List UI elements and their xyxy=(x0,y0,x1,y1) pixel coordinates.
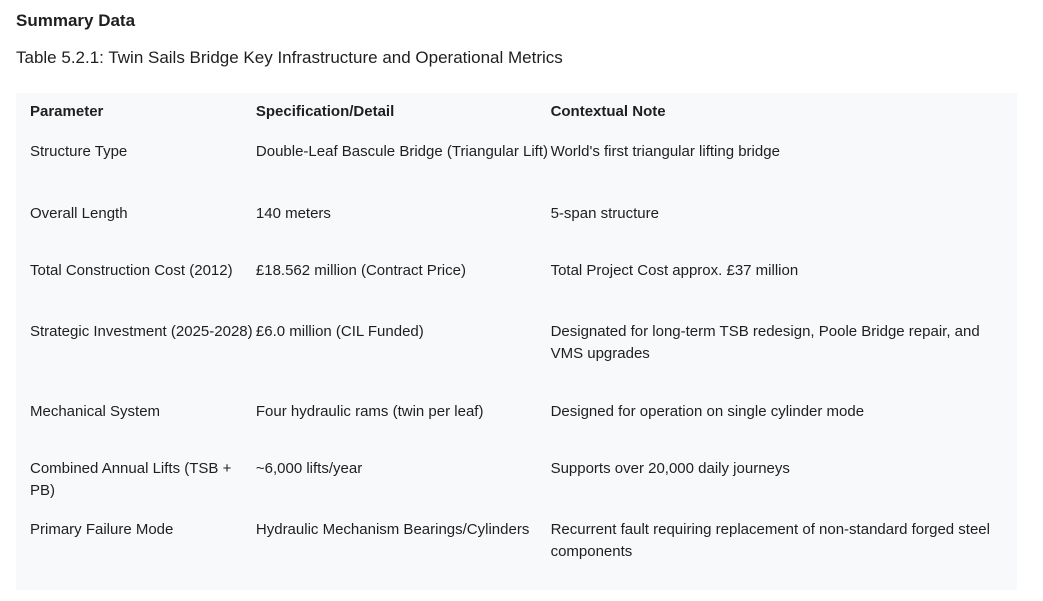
cell-parameter: Mechanical System xyxy=(30,403,161,420)
column-header-note: Contextual Note xyxy=(550,103,666,120)
cell-parameter: Total Construction Cost (2012) xyxy=(30,262,233,279)
metrics-table xyxy=(16,93,1017,579)
cell-note: 5-span structure xyxy=(550,205,659,222)
cell-specification: £18.562 million (Contract Price) xyxy=(255,262,466,279)
cell-specification: Hydraulic Mechanism Bearings/Cylinders xyxy=(255,521,530,538)
cell-note: World's first triangular lifting bridge xyxy=(550,143,780,160)
cell-note: Designated for long-term TSB redesign, Poole Bridge repair, and VMS upgrades xyxy=(550,323,980,362)
metrics-table-container xyxy=(16,93,1017,590)
cell-parameter: Primary Failure Mode xyxy=(30,521,174,538)
cell-note: Designed for operation on single cylinder mode xyxy=(550,403,865,420)
cell-note: Supports over 20,000 daily journeys xyxy=(550,460,790,477)
table-row xyxy=(16,203,1017,260)
table-row xyxy=(16,141,1017,203)
cell-specification: 140 meters xyxy=(255,205,331,222)
table-row xyxy=(16,321,1017,401)
cell-specification: Double-Leaf Bascule Bridge (Triangular Lift) xyxy=(255,143,548,160)
cell-parameter: Strategic Investment (2025-2028) xyxy=(30,323,253,340)
cell-note: Total Project Cost approx. £37 million xyxy=(550,262,799,279)
table-row xyxy=(16,519,1017,579)
table-row xyxy=(16,260,1017,321)
cell-parameter: Overall Length xyxy=(30,205,128,222)
cell-specification: ~6,000 lifts/year xyxy=(255,460,363,477)
cell-specification: Four hydraulic rams (twin per leaf) xyxy=(255,403,484,420)
cell-parameter: Combined Annual Lifts (TSB + PB) xyxy=(30,460,232,499)
column-header-parameter: Parameter xyxy=(30,103,104,120)
cell-note: Recurrent fault requiring replacement of non-standard forged steel components xyxy=(550,521,990,560)
table-header-row xyxy=(16,93,1017,141)
table-row xyxy=(16,458,1017,519)
cell-specification: £6.0 million (CIL Funded) xyxy=(255,323,424,340)
column-header-specification: Specification/Detail xyxy=(255,103,395,120)
section-heading: Summary Data xyxy=(16,11,136,30)
table-caption: Table 5.2.1: Twin Sails Bridge Key Infrastructure and Operational Metrics xyxy=(16,48,563,67)
cell-parameter: Structure Type xyxy=(30,143,128,160)
table-row xyxy=(16,401,1017,458)
